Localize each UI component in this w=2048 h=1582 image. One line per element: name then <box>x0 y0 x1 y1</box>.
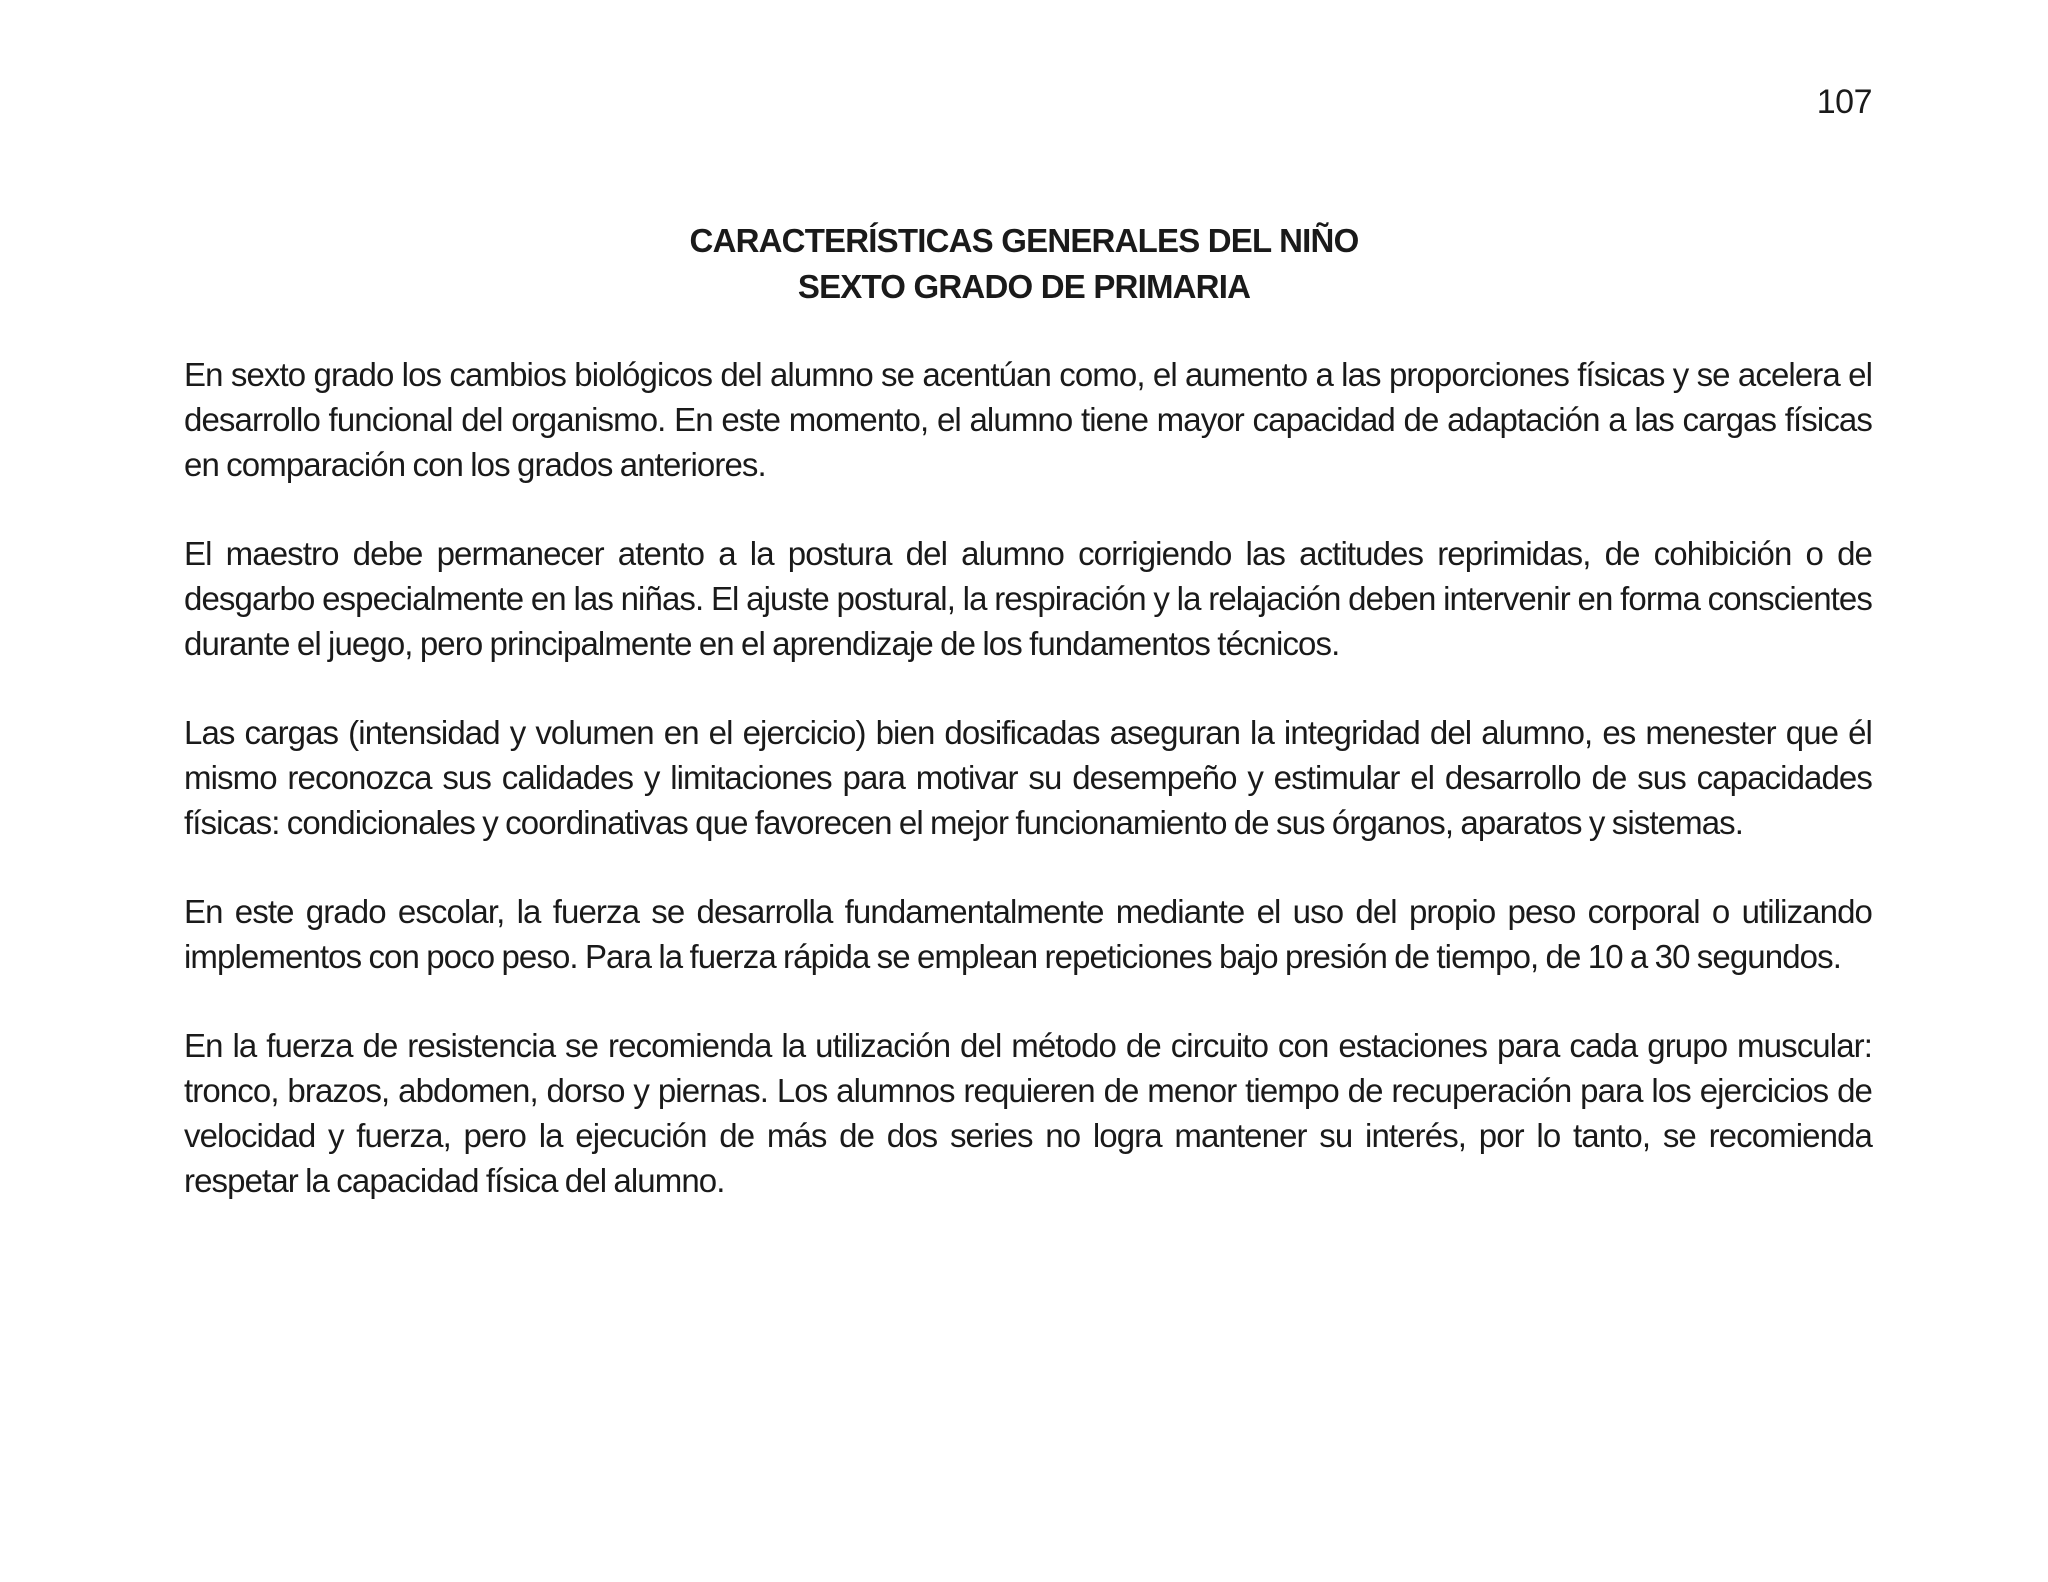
page-number: 107 <box>1816 83 1872 121</box>
title-line-2: SEXTO GRADO DE PRIMARIA <box>797 268 1251 305</box>
paragraph-4: En este grado escolar, la fuerza se desarrolla fundamentalmente mediante el uso del propio peso corporal o utilizando implementos con poco peso. Para la fuerza rápida se emplean repeticiones bajo presión de tiempo, de 10 a 30 segundos. <box>184 893 1872 975</box>
page-title <box>0 218 2048 310</box>
paragraph-5: En la fuerza de resistencia se recomienda la utilización del método de circuito con estaciones para cada grupo muscular: tronco, brazos, abdomen, dorso y piernas. Los alumnos requieren de menor tiempo de recuperación para los ejercicios de velocidad y fuerza, pero la ejecución de más de dos series no logra mantener su interés, por lo tanto, se recomienda respetar la capacidad física del alumno. <box>184 1027 1872 1199</box>
paragraph-2: El maestro debe permanecer atento a la postura del alumno corrigiendo las actitudes reprimidas, de cohibición o de desgarbo especialmente en las niñas. El ajuste postural, la respiración y la relajación deben intervenir en forma conscientes durante el juego, pero principalmente en el aprendizaje de los fundamentos técnicos. <box>184 535 1872 662</box>
title-line-1: CARACTERÍSTICAS GENERALES DEL NIÑO <box>689 222 1359 259</box>
paragraph-3: Las cargas (intensidad y volumen en el ejercicio) bien dosificadas aseguran la integridad del alumno, es menester que él mismo reconozca sus calidades y limitaciones para motivar su desempeño y estimular el desarrollo de sus capacidades físicas: condicionales y coordinativas que favorecen el mejor funcionamiento de sus órganos, aparatos y sistemas. <box>184 714 1872 841</box>
paragraph-1: En sexto grado los cambios biológicos del alumno se acentúan como, el aumento a las proporciones físicas y se acelera el desarrollo funcional del organismo. En este momento, el alumno tiene mayor capacidad de adaptación a las cargas físicas en comparación con los grados anteriores. <box>184 356 1872 483</box>
body-text <box>184 352 1872 1247</box>
